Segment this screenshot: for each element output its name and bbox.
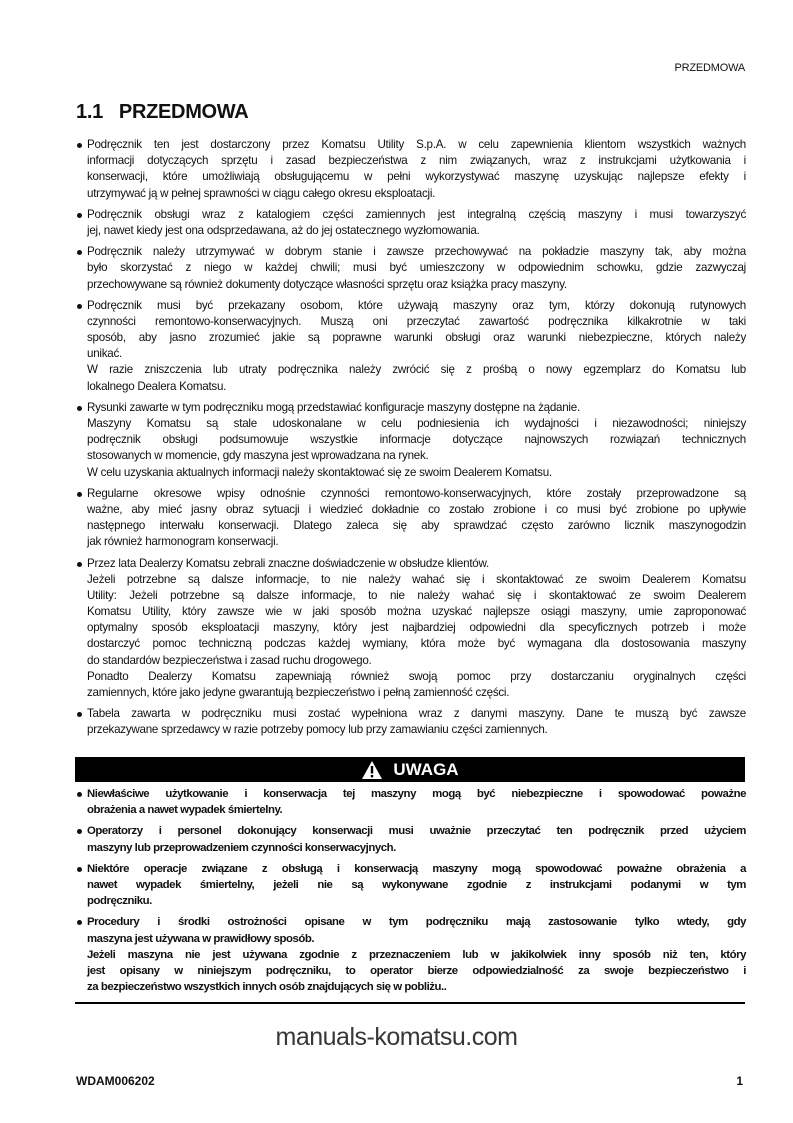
text-line: lokalnego Dealera Komatsu. (87, 379, 227, 393)
text-line: Tabela zawarta w podręczniku musi zostać wypełniona wraz z danymi maszyny. Dane te muszą być zawsze (87, 707, 746, 721)
text-line: konserwacji, które umożliwiają obsługującemu w pełni wykorzystywać maszynę uzyskując najlepsze efekty i (87, 170, 746, 184)
text-line: utrzymywać ją w pełnej sprawności w ciągu całego okresu eksploatacji. (87, 186, 436, 200)
preface-body (76, 137, 746, 744)
document-code: WDAM006202 (76, 1074, 155, 1088)
bullet-icon (77, 792, 82, 797)
bullet-icon (77, 143, 82, 148)
text-line: Podręcznik obsługi wraz z katalogiem części zamiennych jest integralną częścią maszyny i musi towarzyszyć (87, 207, 746, 221)
warning-triangle-icon (361, 760, 383, 780)
text-line: Ponadto Dealerzy Komatsu zapewniają również swoją pomoc przy dostarczaniu oryginalnych części (87, 669, 746, 683)
text-line: Utility: Jeżeli potrzebne są dalsze informacje, to nie należy wahać się i skontaktować ze swoim Dealerem (87, 588, 746, 602)
bullet-icon (77, 562, 82, 567)
bullet-icon (77, 492, 82, 497)
text-line: obrażenia a nawet wypadek śmiertelny. (87, 804, 283, 817)
text-line: podręczniku. (87, 895, 152, 908)
bullet-paragraph (76, 137, 746, 202)
running-header: PRZEDMOWA (674, 62, 745, 74)
watermark: manuals-komatsu.com (275, 1023, 518, 1051)
text-line: jest opisany w niniejszym podręczniku, to operator bierze odpowiedzialność za swoje bezpieczeństwo i (87, 964, 746, 977)
text-line: podręcznik obsługi podsumowuje wszystkie informacje dotyczące najnowszych rozwiązań technicznych (87, 433, 746, 447)
bullet-paragraph (76, 556, 746, 702)
text-line: W celu uzyskania aktualnych informacji należy skontaktować się ze swoim Dealerem Komatsu. (87, 465, 552, 479)
text-line: Niewłaściwe użytkowanie i konserwacja tej maszyny mogą być niebezpieczne i spowodować poważne (87, 788, 746, 800)
text-line: za bezpieczeństwo wszystkich innych osób znajdujących się w pobliżu.. (87, 981, 447, 994)
text-line: przekazywane sprzedawcy w razie potrzeby pomocy lub przy zamawianiu części zamiennych. (87, 723, 548, 737)
text-line: Procedury i środki ostrożności opisane w tym podręczniku mają zastosowanie tylko wtedy, gdy (87, 916, 746, 929)
bullet-icon (77, 920, 82, 925)
text-line: Komatsu Utility, który zawsze wie w jaki sposób można uzyskać najlepsze osiągi maszyny, umie zaproponować (87, 605, 746, 619)
bullet-icon (77, 867, 82, 872)
text-line: przechowywane są również dokumenty dotyczące własności sprzętu oraz książka pracy maszyny. (87, 277, 567, 291)
page-title (76, 101, 248, 124)
text-line: dostarczyć pomoc techniczną podczas każdej wymiany, która może być wymagana dla dostosowania maszyny (87, 637, 746, 651)
bullet-icon (77, 250, 82, 255)
text-line: stosowanych w momencie, gdy maszyna jest wprowadzana na rynek. (87, 449, 429, 463)
text-line: Regularne okresowe wpisy odnośnie czynności remontowo-konserwacyjnych, które zostały przeprowadzone są (87, 486, 746, 500)
bullet-icon (77, 213, 82, 218)
bullet-paragraph (76, 244, 746, 293)
text-line: sposób, aby jasno zrozumieć jakie są poprawne warunki obsługi oraz warunki niebezpieczne, których należy (87, 331, 746, 345)
warning-body (76, 786, 746, 1000)
text-line: Operatorzy i personel dokonujący konserwacji musi uważnie przeczytać ten podręcznik przed użyciem (87, 825, 746, 838)
bullet-paragraph (76, 400, 746, 481)
text-line: Maszyny Komatsu są stale udoskonalane w celu podniesienia ich wydajności i niezawodności; niniejszy (87, 417, 746, 430)
text-line: Jeżeli potrzebne są dalsze informacje, to nie należy wahać się i skontaktować ze swoim Dealerem Komatsu (87, 572, 746, 586)
text-line: jej, nawet kiedy jest ona odsprzedawana, aż do jej ostatecznego wyzłomowania. (87, 223, 480, 237)
text-line: Przez lata Dealerzy Komatsu zebrali znaczne doświadczenie w obsłudze klientów. (87, 556, 489, 570)
text-line: następnego interwału konserwacji. Dlatego zaleca się aby sprawdzać często zarówno licznik maszynogodzin (87, 519, 746, 533)
text-line: informacji dotyczących sprzętu i zasad bezpieczeństwa z nim związanych, wraz z instrukcjami użytkowania i (87, 154, 746, 168)
bullet-icon (77, 304, 82, 309)
text-line: Podręcznik musi być przekazany osobom, które używają maszyny oraz tym, którzy dokonują rutynowych (87, 298, 746, 312)
warning-banner (75, 757, 745, 782)
bullet-paragraph (76, 207, 746, 239)
bullet-paragraph (76, 486, 746, 551)
text-line: Podręcznik należy utrzymywać w dobrym stanie i zawsze przechowywać na pokładzie maszyny tak, aby można (87, 245, 746, 259)
text-line: czynności remontowo-konserwacyjnych. Muszą oni przeczytać zawartość podręcznika kilkakrotnie w taki (87, 314, 746, 328)
warning-label: UWAGA (393, 759, 459, 779)
bullet-paragraph (76, 861, 746, 910)
text-line: do standardów bezpieczeństwa i zasad ruchu drogowego. (87, 653, 372, 667)
page-number: 1 (736, 1074, 743, 1088)
bullet-icon (77, 829, 82, 834)
text-line: Jeżeli maszyna nie jest używana zgodnie z przeznaczeniem lub w jakikolwiek inny sposób niż ten, który (87, 948, 746, 961)
section-number: 1.1 (76, 101, 103, 123)
text-line: nawet wypadek śmiertelny, jeżeli nie są wykonywane zgodnie z instrukcjami podanymi w tym (87, 878, 746, 891)
text-line: zamiennych, które jako jedyne gwarantują bezpieczeństwo i pełną zamienność części. (87, 686, 510, 699)
bullet-icon (77, 406, 82, 411)
text-line: Podręcznik ten jest dostarczony przez Komatsu Utility S.p.A. w celu zapewnienia klientom wszystkich ważnych (87, 138, 746, 151)
text-line: jak również harmonogram konserwacji. (87, 535, 279, 549)
text-line: maszyna jest używana w prawidłowy sposób. (87, 932, 315, 945)
text-line: optymalny sposób eksploatacji maszyny, który jest najbardziej odpowiedni dla specyficznych potrzeb i może (87, 621, 746, 635)
bullet-paragraph (76, 823, 746, 855)
text-line: unikać. (87, 347, 122, 361)
divider (75, 1002, 745, 1004)
text-line: W razie zniszczenia lub utraty podręcznika należy zwrócić się z prośbą o nowy egzemplarz do Komatsu lub (87, 363, 746, 377)
text-line: ważne, aby mieć jasny obraz sytuacji i wiedzieć dokładnie co zostało zrobione i co musi być zrobione po upływie (87, 502, 746, 516)
bullet-icon (77, 712, 82, 717)
text-line: maszyny lub przeprowadzeniem czynności konserwacyjnych. (87, 841, 396, 854)
bullet-paragraph (76, 786, 746, 818)
bullet-paragraph (76, 298, 746, 395)
bullet-paragraph (76, 914, 746, 995)
text-line: Rysunki zawarte w tym podręczniku mogą przedstawiać konfiguracje maszyny dostępne na żądanie. (87, 400, 580, 414)
section-title: PRZEDMOWA (118, 101, 249, 123)
bullet-paragraph (76, 706, 746, 738)
text-line: było skorzystać z niego w każdej chwili; musi być umieszczony w odpowiednim schowku, gdzie zazwyczaj (87, 261, 746, 275)
text-line: Niektóre operacje związane z obsługą i konserwacją maszyny mogą spowodować poważne obrażenia a (87, 862, 746, 875)
